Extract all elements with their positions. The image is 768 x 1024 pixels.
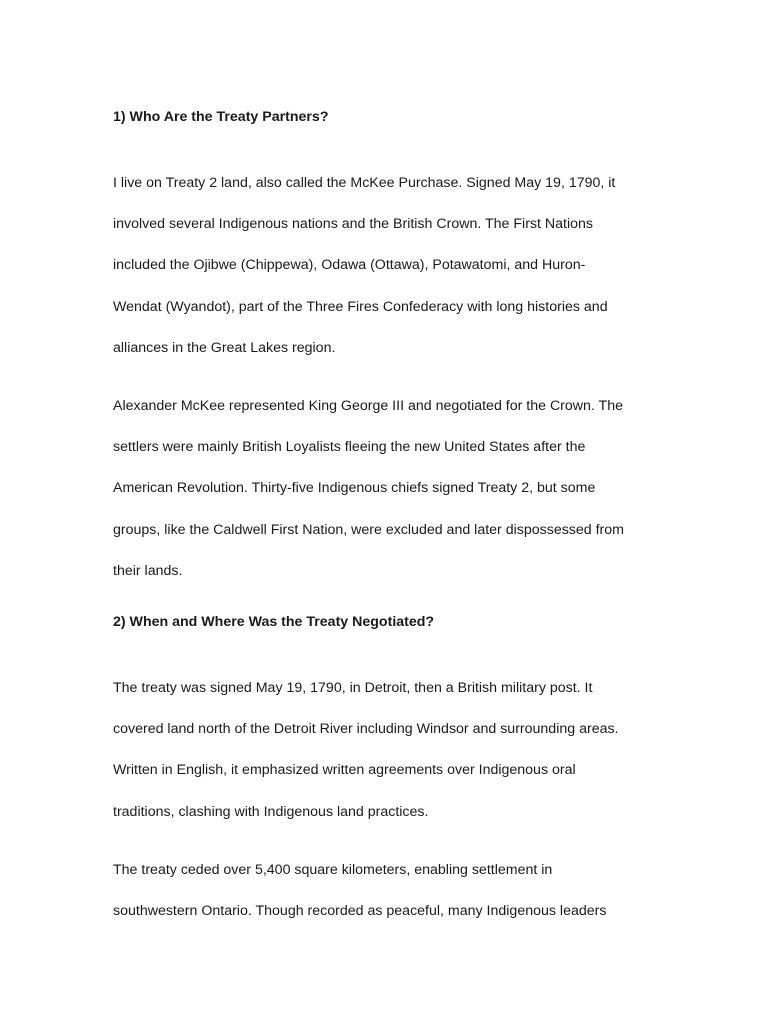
text-line: involved several Indigenous nations and the British Crown. The First Nations <box>113 216 593 233</box>
text-line: Wendat (Wyandot), part of the Three Fires Confederacy with long histories and <box>113 298 608 315</box>
paragraph <box>113 163 658 369</box>
paragraph <box>113 850 658 932</box>
text-line: American Revolution. Thirty-five Indigenous chiefs signed Treaty 2, but some <box>113 480 596 497</box>
text-line: Alexander McKee represented King George III and negotiated for the Crown. The <box>113 398 624 415</box>
text-line: alliances in the Great Lakes region. <box>113 339 336 356</box>
section-heading: 2) When and Where Was the Treaty Negotiated? <box>113 614 435 631</box>
text-line: I live on Treaty 2 land, also called the McKee Purchase. Signed May 19, 1790, it <box>113 175 616 191</box>
text-line: included the Ojibwe (Chippewa), Odawa (Ottawa), Potawatomi, and Huron- <box>113 257 586 274</box>
text-line: The treaty ceded over 5,400 square kilometers, enabling settlement in <box>113 861 553 878</box>
text-line: their lands. <box>113 562 183 579</box>
text-line: southwestern Ontario. Though recorded as peaceful, many Indigenous leaders <box>113 903 607 920</box>
text-line: The treaty was signed May 19, 1790, in Detroit, then a British military post. It <box>113 680 593 697</box>
section-heading: 1) Who Are the Treaty Partners? <box>113 109 329 125</box>
text-line: groups, like the Caldwell First Nation, were excluded and later dispossessed from <box>113 521 624 538</box>
section-when-where <box>113 609 658 932</box>
text-line: covered land north of the Detroit River including Windsor and surrounding areas. <box>113 721 619 738</box>
paragraph <box>113 668 658 833</box>
text-line: settlers were mainly British Loyalists fleeing the new United States after the <box>113 439 586 456</box>
document-body <box>113 104 658 949</box>
paragraph <box>113 386 658 592</box>
text-line: Written in English, it emphasized written agreements over Indigenous oral <box>113 762 576 779</box>
text-line: traditions, clashing with Indigenous land practices. <box>113 803 429 820</box>
section-treaty-partners <box>113 104 658 592</box>
